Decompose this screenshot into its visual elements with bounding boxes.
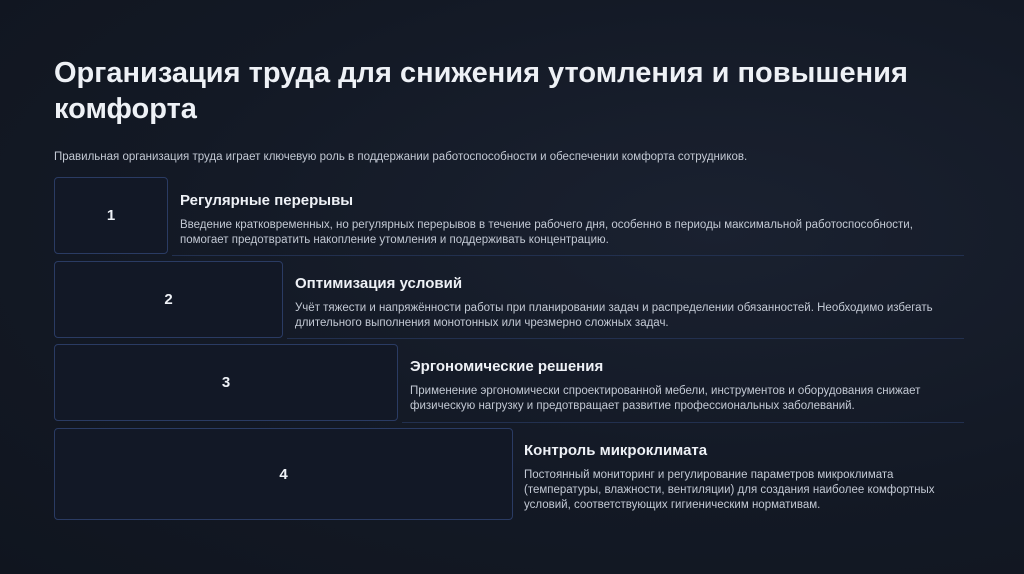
step-1-divider xyxy=(172,255,964,256)
step-3-divider xyxy=(402,422,964,423)
step-1-description: Введение кратковременных, но регулярных перерывов в течение рабочего дня, особенно в периоды максимальной работоспособности, помогает предотвратить накопление утомления и поддерживать концентрацию. xyxy=(180,219,913,246)
intro-text: Правильная организация труда играет ключевую роль в поддержании работоспособности и обеспечении комфорта сотрудников. xyxy=(54,151,748,163)
step-2-content xyxy=(295,275,960,331)
step-2-description: Учёт тяжести и напряжённости работы при планировании задач и распределении обязанностей. Необходимо избегать длительного выполнения монотонных или чрезмерно сложных задач. xyxy=(295,302,933,329)
step-1-number: 1 xyxy=(106,207,116,224)
step-3-title: Эргономические решения xyxy=(410,358,604,375)
step-4-content xyxy=(524,442,949,513)
step-4-description: Постоянный мониторинг и регулирование параметров микроклимата (температуры, влажности, вентиляции) для создания наиболее комфортных условий, соответствующих гигиеническим нормативам. xyxy=(524,469,935,511)
step-2-title: Оптимизация условий xyxy=(295,275,463,292)
step-1-content xyxy=(180,192,960,248)
step-2-number-box xyxy=(54,261,283,338)
step-4-title: Контроль микроклимата xyxy=(524,442,708,459)
step-1-title: Регулярные перерывы xyxy=(180,192,354,209)
step-2-divider xyxy=(287,338,964,339)
step-3-number-box xyxy=(54,344,398,421)
step-4-number-box xyxy=(54,428,513,520)
page-title: Организация труда для снижения утомления и повышения комфорта xyxy=(54,57,908,125)
step-3-number: 3 xyxy=(221,374,231,391)
step-4-number: 4 xyxy=(279,465,288,483)
step-2-number: 2 xyxy=(164,291,173,308)
step-3-description: Применение эргономически спроектированной мебели, инструментов и оборудования снижает физическую нагрузку и предотвращает развитие профессиональных заболеваний. xyxy=(410,385,921,412)
step-3-content xyxy=(410,358,960,414)
step-1-number-box xyxy=(54,177,168,254)
